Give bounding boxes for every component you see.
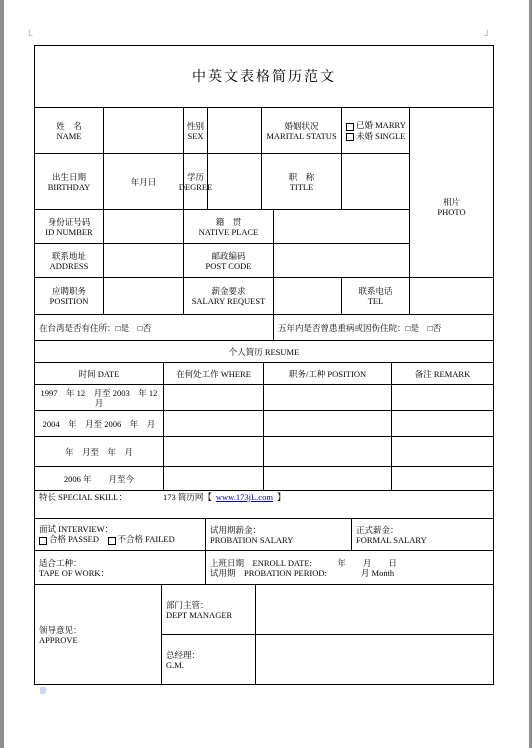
birthday-label: 出生日期 BIRTHDAY bbox=[35, 153, 103, 209]
illness-question[interactable]: 五年内是否曾患重病或因伤住院：□是 □否 bbox=[273, 314, 493, 340]
resume-row-date[interactable]: 2006 年 月至今 bbox=[35, 466, 163, 490]
special-skill-label: 特长 SPECIAL SKILL： bbox=[39, 492, 127, 502]
site-close: 】 bbox=[276, 492, 286, 502]
native-label: 籍 贯 NATIVE PLACE bbox=[183, 209, 273, 243]
postcode-label: 邮政编码 POST CODE bbox=[183, 243, 273, 277]
resume-row-where[interactable] bbox=[163, 436, 263, 466]
name-value[interactable] bbox=[103, 107, 183, 153]
site-text: 173 简历网【 bbox=[163, 492, 212, 502]
degree-label: 学历 DEGREE bbox=[183, 153, 207, 209]
col-remark: 备注 REMARK bbox=[391, 362, 493, 384]
margin-corner-mark: ┘ bbox=[484, 30, 491, 40]
resume-row-position[interactable] bbox=[263, 384, 391, 410]
position-value[interactable] bbox=[103, 277, 183, 314]
approve-label: 领导意见： APPROVE bbox=[35, 584, 161, 684]
failed-checkbox[interactable] bbox=[108, 537, 116, 545]
id-value[interactable] bbox=[103, 209, 183, 243]
gm-label: 总经理： G.M. bbox=[161, 634, 255, 684]
col-where: 在何处工作 WHERE bbox=[163, 362, 263, 384]
margin-corner-mark: └ bbox=[26, 30, 33, 40]
postcode-value[interactable] bbox=[273, 243, 409, 277]
resume-row-position[interactable] bbox=[263, 466, 391, 490]
position-label: 应聘职务 POSITION bbox=[35, 277, 103, 314]
gm-value[interactable] bbox=[255, 634, 493, 684]
col-position: 职务/工种 POSITION bbox=[263, 362, 391, 384]
resume-row-date[interactable]: 2004 年 月至 2006 年 月 bbox=[35, 410, 163, 436]
title-label: 职 称 TITLE bbox=[261, 153, 341, 209]
resume-row-remark[interactable] bbox=[391, 410, 493, 436]
sex-value[interactable] bbox=[207, 107, 261, 153]
enroll-cell[interactable]: 上班日期 ENROLL DATE: 年 月 日 试用期 PROBATION PERIOD: 月 Month bbox=[205, 550, 493, 584]
resume-row-date[interactable]: 年 月至 年 月 bbox=[35, 436, 163, 466]
resume-table[interactable] bbox=[34, 45, 494, 685]
resume-row-where[interactable] bbox=[163, 410, 263, 436]
resume-row-position[interactable] bbox=[263, 436, 391, 466]
marital-options[interactable]: 已婚 MARRY 未婚 SINGLE bbox=[341, 107, 409, 153]
dept-manager-label: 部门主管： DEPT MANAGER bbox=[161, 584, 255, 634]
resume-row-where[interactable] bbox=[163, 384, 263, 410]
address-value[interactable] bbox=[103, 243, 183, 277]
dept-manager-value[interactable] bbox=[255, 584, 493, 634]
tel-label: 联系电话 TEL bbox=[341, 277, 409, 314]
formal-salary-cell[interactable]: 正式薪金： FORMAL SALARY bbox=[351, 518, 493, 550]
single-checkbox[interactable] bbox=[346, 133, 354, 141]
special-skill-row[interactable] bbox=[35, 490, 493, 518]
birthday-value[interactable]: 年月日 bbox=[103, 153, 183, 209]
name-label: 姓 名 NAME bbox=[35, 107, 103, 153]
page-title: 中英文表格简历范文 bbox=[192, 69, 336, 85]
married-checkbox[interactable] bbox=[346, 123, 354, 131]
native-value[interactable] bbox=[273, 209, 409, 243]
resume-row-where[interactable] bbox=[163, 466, 263, 490]
probation-salary-cell[interactable]: 试用期薪金： PROBATION SALARY bbox=[205, 518, 351, 550]
resume-row-date[interactable]: 1997 年 12 月至 2003 年 12 月 bbox=[35, 384, 163, 410]
paragraph-mark-icon bbox=[40, 687, 46, 694]
tel-value[interactable] bbox=[409, 277, 493, 314]
resume-row-position[interactable] bbox=[263, 410, 391, 436]
resume-row-remark[interactable] bbox=[391, 466, 493, 490]
resume-row-remark[interactable] bbox=[391, 384, 493, 410]
passed-checkbox[interactable] bbox=[39, 537, 47, 545]
sex-label: 性别 SEX bbox=[183, 107, 207, 153]
residence-question[interactable]: 在台湾是否有住所：□是 □否 bbox=[35, 314, 273, 340]
window-left-border bbox=[0, 0, 4, 748]
marital-label: 婚姻状况 MARITAL STATUS bbox=[261, 107, 341, 153]
col-date: 时间 DATE bbox=[35, 362, 163, 384]
title-value[interactable] bbox=[341, 153, 409, 209]
site-link[interactable]: www.173jL.com bbox=[215, 492, 273, 502]
address-label: 联系地址 ADDRESS bbox=[35, 243, 103, 277]
photo-cell[interactable]: 相片 PHOTO bbox=[409, 107, 493, 305]
id-label: 身份证号码 ID NUMBER bbox=[35, 209, 103, 243]
resume-row-remark[interactable] bbox=[391, 436, 493, 466]
salary-value[interactable] bbox=[273, 277, 341, 314]
title-row bbox=[35, 46, 493, 107]
degree-value[interactable] bbox=[207, 153, 261, 209]
salary-label: 薪金要求 SALARY REQUEST bbox=[183, 277, 273, 314]
resume-heading: 个人简历 RESUME bbox=[35, 340, 493, 362]
work-type-cell[interactable]: 适合工种： TAPE OF WORK： bbox=[35, 550, 205, 584]
interview-cell[interactable]: 面试 INTERVIEW： 合格 PASSED 不合格 FAILED bbox=[35, 518, 205, 550]
